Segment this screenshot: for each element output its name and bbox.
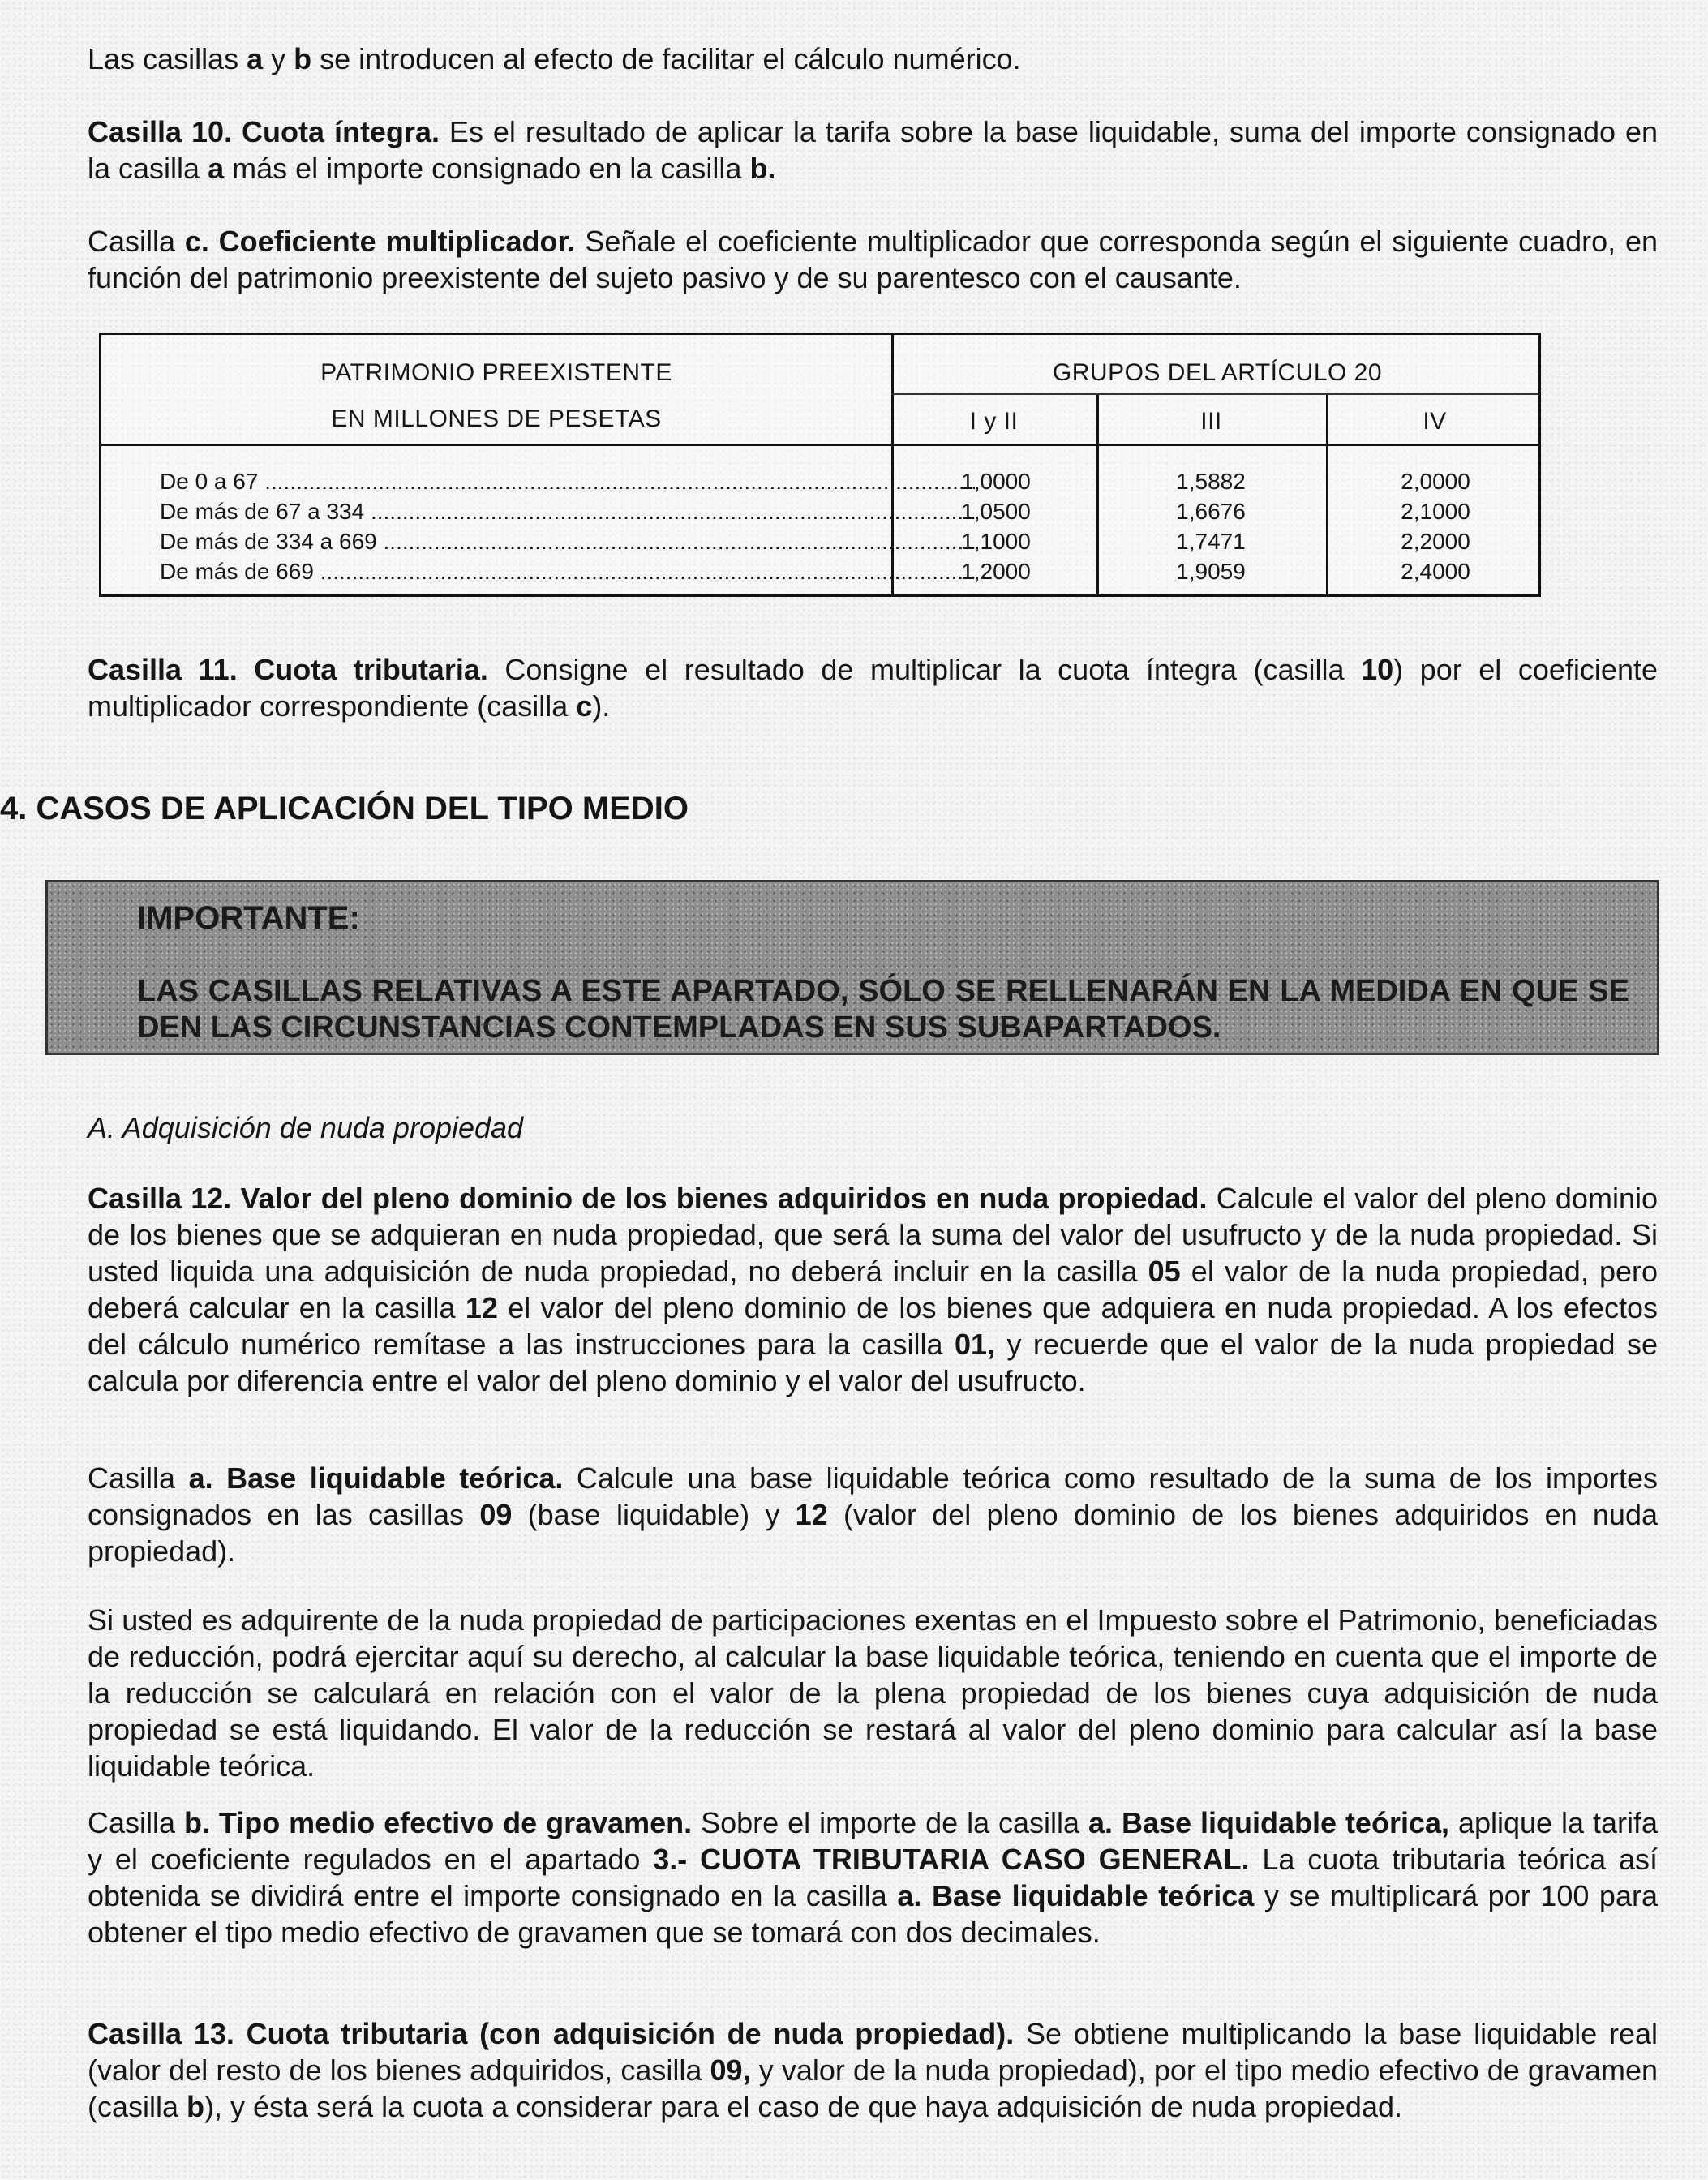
casilla-ref: b. (749, 152, 776, 185)
table-cell: 1,7471 (1176, 529, 1246, 554)
casilla-c-text: Señale el coeficiente multiplicador que corresponda según el siguiente cuadro, en función del patrimonio preexistente del sujeto pasivo y de su parentesco con el causante. (88, 225, 1659, 294)
table-row-label: De más de 669 ..... (160, 559, 975, 585)
table-divider (101, 444, 1538, 446)
casilla-a-paragraph (88, 1460, 1658, 1569)
table-column-header: III (1200, 408, 1222, 435)
casilla-13-text: Se obtiene multiplicando la base liquidable real (valor del resto de los bienes adquiridos, casilla (88, 2017, 1658, 2087)
casilla-b-text: y se multiplicará por 100 para obtener el tipo medio efectivo de gravamen que se tomará con dos decimales. (88, 1879, 1658, 1949)
table-cell: 1,9059 (1176, 559, 1246, 584)
table-cell: 1,2000 (961, 559, 1031, 584)
casilla-ref: 10 (1361, 653, 1394, 686)
casilla-10-label: Casilla 10. Cuota íntegra. (88, 115, 440, 148)
intro-casilla-b: b (294, 42, 312, 75)
table-header-patrimonio: PATRIMONIO PREEXISTENTE (320, 359, 672, 386)
coefficient-table (99, 333, 1541, 597)
casilla-ref: 09, (710, 2053, 751, 2087)
important-text: LAS CASILLAS RELATIVAS A ESTE APARTADO, SÓLO SE RELLENARÁN EN LA MEDIDA EN QUE SE DEN LAS CIRCUNSTANCIAS CONTEMPLADAS EN SUS SUBAPARTADOS. (137, 974, 1629, 1045)
table-column-header: IV (1423, 408, 1447, 435)
casilla-b-text: Sobre el importe de la casilla (692, 1806, 1089, 1839)
table-row-label: De más de 67 a 334 ..... (160, 499, 975, 525)
casilla-a-text: Calcule una base liquidable teórica como resultado de la suma de los importes consignados en las casillas (88, 1461, 1658, 1531)
casilla-ref: a. Base liquidable teórica, (1088, 1806, 1449, 1839)
casilla-11-text: Consigne el resultado de multiplicar la cuota íntegra (casilla (487, 653, 1362, 686)
casilla-b-label: b. Tipo medio efectivo de gravamen. (183, 1806, 693, 1839)
table-column-header: I y II (969, 408, 1019, 435)
casilla-b-paragraph (88, 1805, 1658, 1950)
section-title: 4. CASOS DE APLICACIÓN DEL TIPO MEDIO (0, 791, 689, 826)
table-header-millones: EN MILLONES DE PESETAS (331, 406, 662, 432)
casilla-c-label: c. Coeficiente multiplicador. (184, 225, 576, 258)
table-row-label: De 0 a 67 ..... (160, 469, 975, 495)
casilla-10-text: Es el resultado de aplicar la tarifa sobre la base liquidable, suma del importe consignado en la casilla (88, 115, 1658, 185)
important-notice-box (45, 880, 1659, 1055)
casilla-a-text: (valor del pleno dominio de los bienes adquiridos en nuda propiedad). (88, 1498, 1658, 1568)
intro-text: se introducen al efecto de facilitar el cálculo numérico. (311, 42, 1021, 75)
casilla-13-text: y valor de la nuda propiedad), por el tipo medio efectivo de gravamen (casilla (88, 2053, 1659, 2123)
table-cell: 1,6676 (1176, 499, 1246, 524)
casilla-ref: 12 (465, 1291, 498, 1324)
casilla-10-paragraph (88, 114, 1658, 187)
casilla-ref: b (187, 2090, 205, 2123)
casilla-12-text: Calcule el valor del pleno dominio de los bienes que se adquieran en nuda propiedad, que será la suma del valor del usufructo y de la nuda propiedad. Si usted liquida una adquisición de nuda propiedad, no deberá incluir en la casilla (88, 1182, 1658, 1288)
casilla-12-text: el valor de la nuda propiedad, pero deberá calcular en la casilla (88, 1255, 1659, 1324)
casilla-12-label: Casilla 12. Valor del pleno dominio de los bienes adquiridos en nuda propiedad. (88, 1182, 1208, 1215)
casilla-13-text: ), y ésta será la cuota a considerar para el caso de que haya adquisición de nuda propiedad. (204, 2090, 1402, 2123)
table-header-grupos: GRUPOS DEL ARTÍCULO 20 (1052, 359, 1383, 386)
table-cell: 1,0500 (961, 499, 1031, 524)
table-cell: 1,0000 (961, 469, 1031, 494)
casilla-ref: a. Base liquidable teórica (897, 1879, 1255, 1912)
casilla-c-text: Casilla (88, 225, 185, 258)
casilla-11-text: ). (592, 689, 611, 723)
casilla-ref: 3.- CUOTA TRIBUTARIA CASO GENERAL. (653, 1843, 1250, 1876)
table-cell: 1,1000 (961, 529, 1031, 554)
casilla-11-paragraph (88, 651, 1658, 724)
casilla-b-text: aplique la tarifa y el coeficiente regulados en el apartado (88, 1806, 1658, 1876)
casilla-a-text: (base liquidable) y (512, 1498, 796, 1531)
casilla-10-text: más el importe consignado en la casilla (224, 152, 750, 185)
casilla-b-text: La cuota tributaria teórica así obtenida se dividirá entre el importe consignado en la casilla (88, 1843, 1658, 1912)
table-divider (891, 393, 1538, 395)
table-cell: 2,4000 (1401, 559, 1470, 584)
casilla-13-paragraph (88, 2015, 1658, 2125)
casilla-12-text: y recuerde que el valor de la nuda propiedad se calcula por diferencia entre el valor del pleno dominio y el valor del usufructo. (88, 1328, 1658, 1397)
table-row-label: De más de 334 a 669 ..... (160, 529, 975, 555)
casilla-11-label: Casilla 11. Cuota tributaria. (88, 653, 488, 686)
intro-text: y (263, 42, 294, 75)
intro-casilla-a: a (247, 42, 264, 75)
casilla-ref: 05 (1148, 1255, 1181, 1288)
casilla-ref: c (576, 689, 593, 723)
exentas-paragraph: Si usted es adquirente de la nuda propiedad de participaciones exentas en el Impuesto sobre el Patrimonio, beneficiadas de reducción, podrá ejercitar aquí su derecho, al calcular la base liquidable teórica, teniendo en cuenta que el importe de la reducción se calculará en relación con el valor de la plena propiedad de los bienes cuya adquisición de nuda propiedad se está liquidando. El valor de la reducción se restará al valor del pleno dominio para calcular así la base liquidable teórica. (88, 1603, 1658, 1783)
table-cell: 2,0000 (1401, 469, 1470, 494)
intro-text: Las casillas (88, 42, 247, 75)
casilla-a-text: Casilla (88, 1461, 189, 1495)
subsection-title: A. Adquisición de nuda propiedad (88, 1111, 524, 1144)
casilla-ref: 01, (954, 1328, 995, 1361)
casilla-ref: 12 (795, 1498, 828, 1531)
casilla-ref: a (208, 152, 225, 185)
casilla-c-paragraph (88, 223, 1658, 296)
casilla-12-text: el valor del pleno dominio de los bienes que adquiera en nuda propiedad. A los efectos del cálculo numérico remítase a las instrucciones para la casilla (88, 1291, 1658, 1361)
table-cell: 2,2000 (1401, 529, 1470, 554)
casilla-13-label: Casilla 13. Cuota tributaria (con adquisición de nuda propiedad). (88, 2017, 1015, 2050)
table-cell: 1,5882 (1176, 469, 1246, 494)
intro-paragraph (88, 41, 1658, 77)
casilla-ref: 09 (479, 1498, 513, 1531)
casilla-b-text: Casilla (88, 1806, 184, 1839)
table-cell: 2,1000 (1401, 499, 1470, 524)
casilla-11-text: ) por el coeficiente multiplicador correspondiente (casilla (88, 653, 1658, 723)
casilla-a-label: a. Base liquidable teórica. (188, 1461, 564, 1495)
casilla-12-paragraph (88, 1180, 1658, 1399)
important-title: IMPORTANTE: (137, 900, 360, 936)
